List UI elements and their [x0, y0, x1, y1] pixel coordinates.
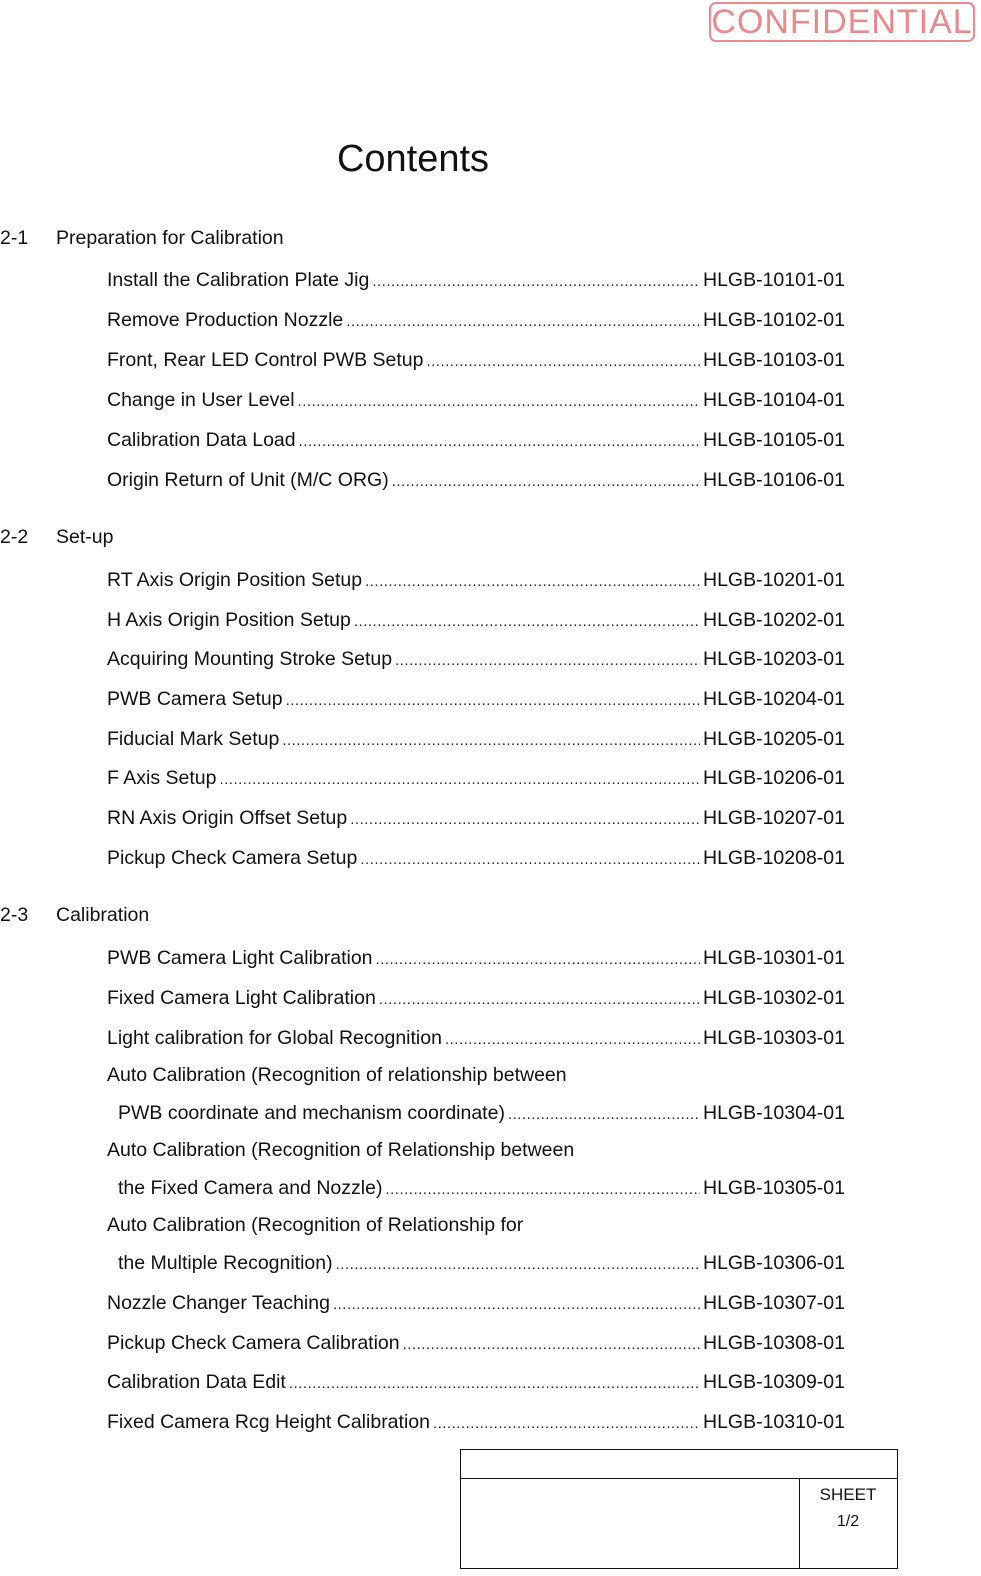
dot-leader — [350, 810, 700, 830]
toc-entry-title: the Multiple Recognition) — [118, 1252, 333, 1274]
dot-leader — [298, 392, 700, 412]
toc-entry[interactable] — [107, 844, 845, 870]
toc-entry[interactable] — [107, 725, 845, 751]
dot-leader — [333, 1295, 700, 1315]
dot-leader — [376, 950, 700, 970]
toc-entry-code: HLGB-10307-01 — [702, 1292, 845, 1314]
toc-entry-code: HLGB-10206-01 — [702, 767, 845, 789]
toc-entry-title: Remove Production Nozzle — [107, 309, 344, 331]
toc-entry-code: HLGB-10308-01 — [702, 1332, 845, 1354]
dot-leader — [360, 850, 700, 870]
toc-entry-code: HLGB-10105-01 — [702, 429, 845, 451]
section-name: Preparation for Calibration — [56, 227, 284, 249]
toc-entry-code: HLGB-10309-01 — [702, 1371, 845, 1393]
toc-entry-code: HLGB-10203-01 — [702, 648, 845, 670]
toc-entry-title: Acquiring Mounting Stroke Setup — [107, 648, 393, 670]
dot-leader — [395, 651, 700, 671]
toc-entry[interactable] — [107, 306, 845, 332]
dot-leader — [508, 1105, 700, 1125]
dot-leader — [433, 1414, 700, 1434]
toc-entry-title: Calibration Data Edit — [107, 1371, 286, 1393]
sheet-label: SHEET — [819, 1485, 877, 1504]
toc-entry[interactable] — [107, 1024, 845, 1050]
toc-entry[interactable] — [107, 386, 845, 412]
toc-entry[interactable] — [107, 944, 845, 970]
dot-leader — [426, 352, 700, 372]
toc-entry[interactable] — [107, 606, 845, 632]
dot-leader — [346, 312, 700, 332]
toc-entry[interactable] — [107, 645, 845, 671]
toc-entry-title: RN Axis Origin Offset Setup — [107, 807, 348, 829]
toc-entry-title: Calibration Data Load — [107, 429, 296, 451]
table-divider — [461, 1478, 897, 1479]
toc-entry-code: HLGB-10205-01 — [702, 728, 845, 750]
toc-entry[interactable] — [107, 1174, 845, 1200]
toc-entry-code: HLGB-10310-01 — [702, 1411, 845, 1433]
toc-entry-title: Fixed Camera Light Calibration — [107, 987, 376, 1009]
toc-entry-title: Nozzle Changer Teaching — [107, 1292, 330, 1314]
toc-entry-code: HLGB-10301-01 — [702, 947, 845, 969]
toc-entry-code: HLGB-10304-01 — [702, 1102, 845, 1124]
toc-entry-title: PWB Camera Setup — [107, 688, 283, 710]
toc-entry-code: HLGB-10208-01 — [702, 847, 845, 869]
section-number: 2-3 — [0, 904, 29, 926]
toc-entry-code: HLGB-10102-01 — [702, 309, 845, 331]
section-name: Set-up — [56, 526, 114, 548]
toc-entry-title: PWB coordinate and mechanism coordinate) — [118, 1102, 505, 1124]
toc-entry-code: HLGB-10305-01 — [702, 1177, 845, 1199]
dot-leader — [392, 472, 700, 492]
toc-entry[interactable] — [107, 466, 845, 492]
toc-entry-code: HLGB-10104-01 — [702, 389, 845, 411]
toc-entry-title: the Fixed Camera and Nozzle) — [118, 1177, 383, 1199]
dot-leader — [445, 1030, 700, 1050]
toc-entry-title: Change in User Level — [107, 389, 295, 411]
section-number: 2-2 — [0, 526, 29, 548]
dot-leader — [282, 731, 700, 751]
toc-entry[interactable] — [107, 346, 845, 372]
toc-entry-title: Fixed Camera Rcg Height Calibration — [107, 1411, 430, 1433]
toc-entry-title: PWB Camera Light Calibration — [107, 947, 373, 969]
confidential-stamp: CONFIDENTIAL — [709, 2, 975, 42]
dot-leader — [219, 770, 700, 790]
toc-entry[interactable] — [107, 1099, 845, 1125]
toc-entry-title: H Axis Origin Position Setup — [107, 609, 351, 631]
toc-entry-code: HLGB-10103-01 — [702, 349, 845, 371]
toc-entry-title: Front, Rear LED Control PWB Setup — [107, 349, 424, 371]
section-name: Calibration — [56, 904, 150, 926]
toc-entry-title: Pickup Check Camera Calibration — [107, 1332, 400, 1354]
toc-entry[interactable] — [107, 426, 845, 452]
toc-entry[interactable] — [107, 566, 845, 592]
dot-leader — [372, 272, 700, 292]
dot-leader — [336, 1255, 700, 1275]
toc-entry-code: HLGB-10306-01 — [702, 1252, 845, 1274]
toc-entry-code: HLGB-10302-01 — [702, 987, 845, 1009]
toc-entry-code: HLGB-10204-01 — [702, 688, 845, 710]
toc-entry[interactable] — [107, 266, 845, 292]
toc-entry-code: HLGB-10207-01 — [702, 807, 845, 829]
toc-entry[interactable] — [107, 1329, 845, 1355]
toc-entry[interactable] — [107, 984, 845, 1010]
toc-entry-code: HLGB-10202-01 — [702, 609, 845, 631]
dot-leader — [365, 572, 700, 592]
toc-entry-code: HLGB-10101-01 — [702, 269, 845, 291]
toc-entry-first-line: Auto Calibration (Recognition of relationship between — [107, 1064, 567, 1086]
toc-entry-title: Pickup Check Camera Setup — [107, 847, 358, 869]
dot-leader — [289, 1374, 700, 1394]
toc-entry[interactable] — [107, 764, 845, 790]
toc-entry[interactable] — [107, 1408, 845, 1434]
toc-entry[interactable] — [107, 804, 845, 830]
section-number: 2-1 — [0, 227, 29, 249]
dot-leader — [379, 990, 700, 1010]
dot-leader — [286, 691, 700, 711]
toc-entry-title: Origin Return of Unit (M/C ORG) — [107, 469, 389, 491]
toc-entry-title: Light calibration for Global Recognition — [107, 1027, 442, 1049]
dot-leader — [299, 432, 700, 452]
toc-entry-code: HLGB-10201-01 — [702, 569, 845, 591]
page-title: Contents — [336, 138, 490, 180]
toc-entry-code: HLGB-10106-01 — [702, 469, 845, 491]
toc-entry-title: F Axis Setup — [107, 767, 217, 789]
title-block-table — [460, 1449, 898, 1569]
toc-entry-title: Install the Calibration Plate Jig — [107, 269, 370, 291]
toc-entry[interactable] — [107, 685, 845, 711]
toc-entry[interactable] — [107, 1368, 845, 1394]
toc-entry-title: Fiducial Mark Setup — [107, 728, 280, 750]
toc-entry[interactable] — [107, 1289, 845, 1315]
toc-entry-title: RT Axis Origin Position Setup — [107, 569, 363, 591]
toc-entry-first-line: Auto Calibration (Recognition of Relationship for — [107, 1214, 524, 1236]
sheet-number: 1/2 — [836, 1513, 860, 1530]
toc-entry-first-line: Auto Calibration (Recognition of Relationship between — [107, 1139, 575, 1161]
toc-entry-code: HLGB-10303-01 — [702, 1027, 845, 1049]
dot-leader — [385, 1180, 700, 1200]
dot-leader — [354, 612, 700, 632]
toc-entry[interactable] — [107, 1249, 845, 1275]
dot-leader — [403, 1335, 700, 1355]
